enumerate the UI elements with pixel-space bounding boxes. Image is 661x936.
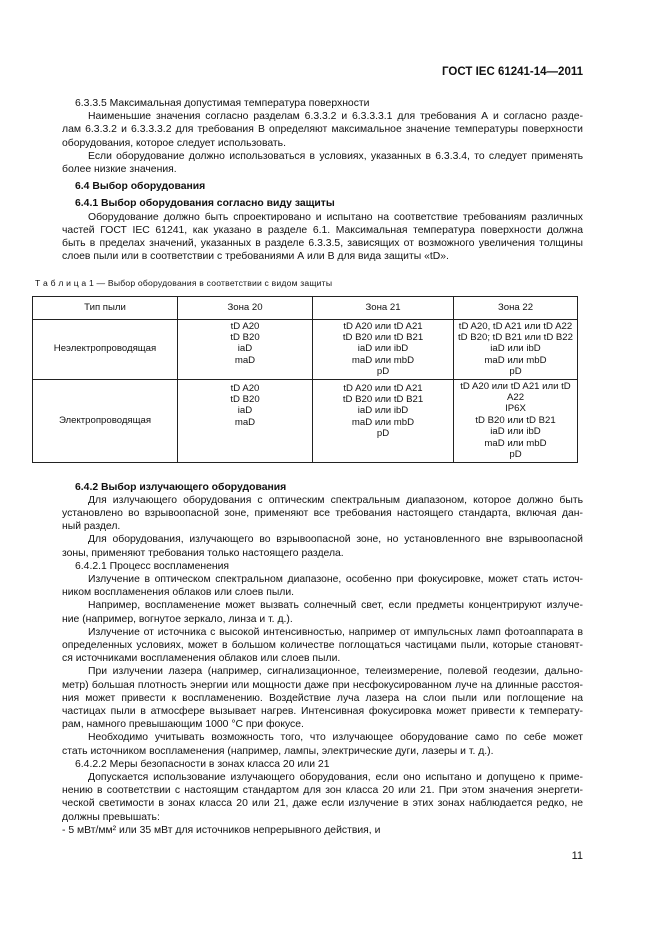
- text-line: Излучение от источника с высокой интенсивностью, например от импульсных ламп фотоаппарата в: [88, 626, 583, 638]
- text-line: более низкие значения.: [62, 164, 177, 176]
- text-line: ческой светимости в зонах класса 20 или 21, даже если излучение в этих зонах наблюдается редко, не: [62, 798, 583, 810]
- equipment-selection-table: [32, 296, 578, 463]
- text-line: слоев пыли или в соответствии с требованиями А или В для вида защиты «tD».: [62, 251, 449, 263]
- text-line: метр) большая плотность энергии или мощности даже при несфокусированном луче на длинные расстоя-: [62, 679, 583, 691]
- paragraph: [62, 110, 583, 150]
- text-line: Для оборудования, излучающего во взрывоопасной зоне, но установленного вне взрывоопасной: [88, 534, 583, 546]
- text-line: установлено во взрывоопасной зоне, применяют все требования настоящего стандарта, включая дан-: [62, 507, 583, 519]
- paragraph: [62, 599, 583, 625]
- text-line: оборудования, которое следует использовать.: [62, 137, 286, 149]
- list-item: - 5 мВт/мм² или 35 мВт для источников непрерывного действия, и: [62, 824, 381, 836]
- table-row: [33, 319, 578, 379]
- subsection-title-6421: 6.4.2.1 Процесс воспламенения: [75, 560, 230, 572]
- table-row: [33, 379, 578, 462]
- dust-type-cell: Неэлектропроводящая: [33, 319, 178, 379]
- text-line: рам, намного превышающим 1000 °С при фокусе.: [62, 719, 304, 731]
- text-line: Если оборудование должно использоваться в условиях, указанных в 6.3.3.4, то следует применять: [88, 150, 583, 162]
- text-line: Например, воспламенение может вызвать солнечный свет, если предметы концентрируют излуче-: [88, 600, 583, 612]
- paragraph: [62, 150, 583, 176]
- zone-20-cell: tD A20 tD B20 iaD maD: [178, 319, 313, 379]
- paragraph: [62, 211, 583, 264]
- page-number: 11: [571, 850, 583, 862]
- text-line: Наименьшие значения согласно разделам 6.3.3.2 и 6.3.3.3.1 для требования А и согласно разде-: [88, 111, 583, 123]
- paragraph: [62, 731, 583, 757]
- text-line: определенных условиях, может в большом количестве поглощаться частицами пыли, которые становят-: [62, 639, 583, 651]
- paragraph: [62, 494, 583, 534]
- text-line: ный раздел.: [62, 521, 121, 533]
- text-line: ником воспламенения облаков или слоев пыли.: [62, 587, 295, 599]
- text-line: нению в соответствии с настоящим стандартом для зон класса 20 или 21. При этом значения энергети-: [62, 785, 583, 797]
- header-zone-21: Зона 21: [313, 296, 454, 319]
- header-zone-20: Зона 20: [178, 296, 313, 319]
- zone-20-cell: tD A20 tD B20 iaD maD: [178, 379, 313, 462]
- paragraph: [62, 533, 583, 559]
- section-title-641: 6.4.1 Выбор оборудования согласно виду защиты: [75, 198, 335, 210]
- section-title-64: 6.4 Выбор оборудования: [75, 181, 206, 193]
- page-content: [35, 97, 583, 837]
- text-line: Необходимо учитывать возможность того, что излучающее оборудование само по себе может: [88, 732, 583, 744]
- header-zone-22: Зона 22: [454, 296, 578, 319]
- zone-21-cell: tD A20 или tD A21 tD B20 или tD B21 iaD или ibD maD или mbD pD: [313, 319, 454, 379]
- text-line: ния может привести к воспламенению. Воздействие луча лазера на слои пыли или поглощение на: [62, 692, 583, 704]
- text-line: частицах пыли в атмосфере вызывает нагрев. Интенсивная фокусировка может привести к температу-: [62, 705, 583, 717]
- zone-22-cell: tD A20 или tD A21 или tD A22 IP6X tD B20 или tD B21 iaD или ibD maD или mbD pD: [454, 379, 578, 462]
- text-line: Излучение в оптическом спектральном диапазоне, особенно при фокусировке, может стать источ-: [88, 573, 583, 585]
- text-line: Оборудование должно быть спроектировано и испытано на соответствие требованиям различных: [88, 211, 583, 223]
- paragraph: [62, 771, 583, 824]
- document-code-header: ГОСТ IEC 61241-14—2011: [442, 66, 583, 78]
- text-line: быть в пределах значений, указанных в разделе 6.3.3.5, зависящих от возможного увеличения толщины: [62, 238, 583, 250]
- paragraph: [62, 573, 583, 599]
- subsection-title-6422: 6.4.2.2 Меры безопасности в зонах класса 20 или 21: [75, 758, 330, 770]
- text-line: лам 6.3.3.2 и 6.3.3.3.2 для требования В определяют максимальное значение температуры поверхности: [62, 124, 583, 136]
- section-title-642: 6.4.2 Выбор излучающего оборудования: [75, 481, 287, 493]
- header-dust-type: Тип пыли: [33, 296, 178, 319]
- dust-type-cell: Электропроводящая: [33, 379, 178, 462]
- subsection-title-6335: 6.3.3.5 Максимальная допустимая температура поверхности: [75, 98, 370, 109]
- text-line: частей ГОСТ IEC 61241, как указано в разделе 6.1. Максимальная температура поверхности должна: [62, 224, 583, 236]
- table-header-row: [33, 296, 578, 319]
- text-line: зоны, применяют требования только настоящего раздела.: [62, 547, 344, 559]
- text-line: Для излучающего оборудования с оптическим спектральным диапазоном, которое должно быть: [88, 494, 583, 506]
- table-caption: Т а б л и ц а 1 — Выбор оборудования в соответствии с видом защиты: [35, 278, 333, 289]
- paragraph: [62, 665, 583, 731]
- text-line: ние (например, вогнутое зеркало, линза и т. д.).: [62, 613, 293, 625]
- text-line: Допускается использование излучающего оборудования, если оно испытано и допущено к приме-: [88, 771, 583, 783]
- paragraph: [62, 626, 583, 666]
- text-line: ся источниками воспламенения облаков или слоев пыли.: [62, 653, 341, 665]
- zone-22-cell: tD A20, tD A21 или tD A22 tD B20; tD B21 или tD B22 iaD или ibD maD или mbD pD: [454, 319, 578, 379]
- text-line: должны превышать:: [62, 811, 160, 823]
- text-line: стать источником воспламенения (например, лампы, электрические дуги, лазеры и т. д.).: [62, 745, 494, 757]
- text-line: При излучении лазера (например, сигнализационное, телеизмерение, полевой геодезии, дально-: [88, 666, 583, 678]
- zone-21-cell: tD A20 или tD A21 tD B20 или tD B21 iaD или ibD maD или mbD pD: [313, 379, 454, 462]
